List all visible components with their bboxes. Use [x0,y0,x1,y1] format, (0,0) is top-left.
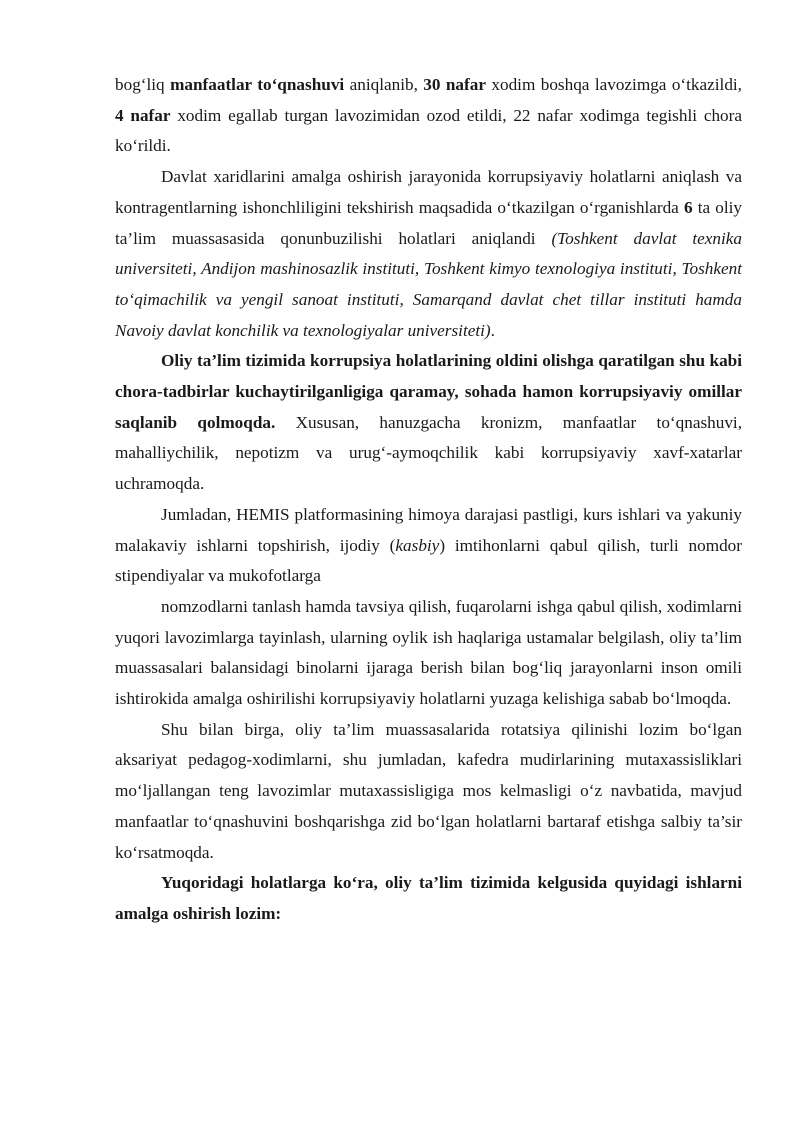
text-run: xodim boshqa lavozimga o‘tkazildi, [485,75,742,94]
text-run: ta oliy ta’lim muassasasida qonunbuzilishi holatlari aniqlandi [115,197,742,248]
document-body [115,70,742,930]
bold-text: 30 nafar [423,75,486,94]
text-run: nomzodlarni tanlash hamda tavsiya qilish, fuqarolarni ishga qabul qilish, xodimlarni yuqori lavozimlarga tayinlash, ularning oylik ish haqlariga ustamalar belgilash, oliy ta’lim muassasalari balansidagi binolarni ijaraga berish bilan bog‘liq jarayonlarni inson omili ishtirokida amalga oshirilishi korrupsiyaviy holatlarni yuzaga kelishiga sabab bo‘lmoqda. [115,596,742,709]
italic-text: (Toshkent davlat texnika universiteti, Andijon mashinosazlik instituti, Toshkent kimyo texnologiya instituti, Toshkent to‘qimachilik va yengil sanoat instituti, Samarqand davlat chet tillar instituti hamda Navoiy davlat konchilik va texnologiyalar universiteti) [115,228,743,340]
bold-text: 4 nafar [115,105,171,125]
text-run: xodim egallab turgan lavozimidan ozod etildi, 22 nafar xodimga tegishli chora ko‘rildi. [115,105,742,156]
text-run: . [490,320,495,340]
text-run: Jumladan, HEMIS platformasining himoya darajasi pastligi, kurs ishlari va yakuniy malakaviy ishlarni topshirish, ijodiy ( [115,504,742,555]
paragraph-7 [115,868,742,929]
text-run: Xususan, hanuzgacha kronizm, manfaatlar to‘qnashuvi, mahalliychilik, nepotizm va urug‘-aymoqchilik kabi korrupsiyaviy xavf-xatarlar uchramoqda. [115,412,743,494]
paragraph-3 [115,346,742,500]
text-run: Davlat xaridlarini amalga oshirish jarayonida korrupsiyaviy holatlarni aniqlash va kontragentlarning ishonchliligini tekshirish maqsadida o‘tkazilgan o‘rganishlarda [115,167,742,217]
paragraph-6 [115,715,742,869]
text-run: aniqlanib, [344,75,424,94]
bold-text: manfaatlar to‘qnashuvi [170,75,345,94]
text-run: bog‘liq [115,75,171,94]
paragraph-4 [115,500,742,592]
bold-text: 6 [683,197,693,217]
paragraph-2 [115,162,742,346]
paragraph-5 [115,592,742,715]
paragraph-1 [115,70,742,162]
italic-text: kasbiy [395,535,440,555]
text-run: Shu bilan birga, oliy ta’lim muassasalarida rotatsiya qilinishi lozim bo‘lgan aksariyat pedagog-xodimlarni, shu jumladan, kafedra mudirlarining mutaxassisliklari mo‘ljallangan teng lavozimlar mutaxassisligiga mos kelmasligi o‘z navbatida, mavjud manfaatlar to‘qnashuvini boshqarishga zid bo‘lgan holatlarni bartaraf etishga salbiy ta’sir ko‘rsatmoqda. [115,719,742,862]
text-run: ) imtihonlarni qabul qilish, turli nomdor stipendiyalar va mukofotlarga [115,535,742,586]
bold-text: Oliy ta’lim tizimida korrupsiya holatlarining oldini olishga qaratilgan shu kabi chora-tadbirlar kuchaytirilganligiga qaramay, sohada hamon korrupsiyaviy omillar saqlanib qolmoqda. [115,351,742,432]
bold-text: Yuqoridagi holatlarga ko‘ra, oliy ta’lim tizimida kelgusida quyidagi ishlarni amalga oshirish lozim: [115,873,742,923]
